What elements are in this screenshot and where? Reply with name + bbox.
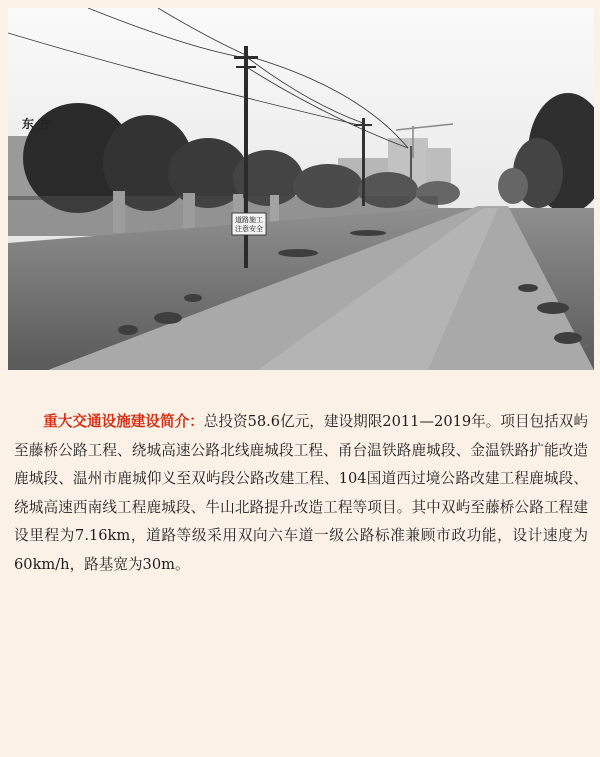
- building-sign: 东 方: [22, 117, 51, 131]
- project-description: [14, 408, 588, 580]
- sign-line-1: 道路施工: [235, 216, 263, 224]
- section-body: 总投资58.6亿元，建设期限2011—2019年。项目包括双屿至藤桥公路工程、绕城高速公路北线鹿城段工程、甬台温铁路鹿城段、金温铁路扩能改造鹿城段、温州市鹿城仰义至双屿段公路改建工程、104国道西过境公路改建工程鹿城段、绕城高速西南线工程鹿城段、牛山北路提升改造工程等项目。其中双屿至藤桥公路工程建设里程为7.16km，道路等级采用双向六车道一级公路标准兼顾市政功能，设计速度为60km/h，路基宽为30m。: [14, 413, 588, 573]
- sign-line-2: 注意安全: [235, 225, 263, 233]
- section-lead: 重大交通设施建设简介：: [43, 413, 204, 430]
- road-construction-photo: [8, 8, 594, 370]
